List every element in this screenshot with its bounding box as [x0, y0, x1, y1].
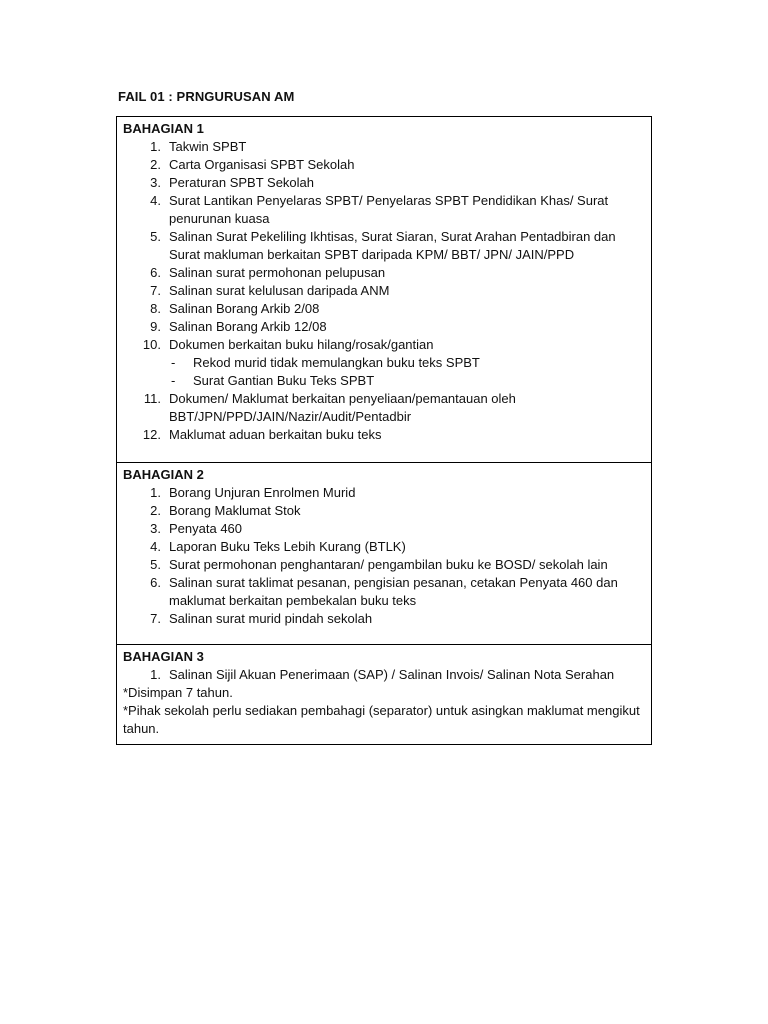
dash-bullet: - [171, 355, 176, 370]
item-number: 1. [150, 667, 161, 682]
item-text: Penyata 460 [169, 521, 243, 536]
item-list [123, 666, 645, 684]
item-number: 7. [150, 611, 161, 626]
item-text: Peraturan SPBT Sekolah [169, 175, 315, 190]
item-number: 4. [150, 193, 161, 208]
section-heading: BAHAGIAN 2 [123, 467, 204, 482]
retention-note: *Disimpan 7 tahun. [123, 685, 233, 700]
item-number: 5. [150, 229, 161, 244]
item-text: Salinan surat taklimat pesanan, pengisian pesanan, cetakan Penyata 460 dan maklumat berkaitan pembekalan buku teks [169, 575, 618, 608]
item-text: Salinan Borang Arkib 12/08 [169, 319, 327, 334]
dash-bullet: - [171, 373, 176, 388]
section-cell-2 [117, 463, 652, 645]
item-text: Surat permohonan penghantaran/ pengambilan buku ke BOSD/ sekolah lain [169, 557, 608, 572]
sections-table [116, 116, 652, 745]
list-item [123, 666, 645, 684]
item-number: 2. [150, 503, 161, 518]
list-item [123, 484, 645, 502]
item-text: Dokumen berkaitan buku hilang/rosak/gantian [169, 337, 434, 352]
item-text: Borang Unjuran Enrolmen Murid [169, 485, 356, 500]
list-item [123, 610, 645, 628]
sub-item-text: Surat Gantian Buku Teks SPBT [193, 373, 375, 388]
section-row-3 [117, 645, 652, 745]
section-row-1 [117, 117, 652, 463]
separator-note: *Pihak sekolah perlu sediakan pembahagi (separator) untuk asingkan maklumat mengikut tahun. [123, 703, 640, 736]
sub-list-item [169, 354, 645, 372]
list-item [123, 556, 645, 574]
item-number: 10. [142, 337, 161, 352]
item-number: 1. [150, 485, 161, 500]
section-row-2 [117, 463, 652, 645]
item-list [123, 138, 645, 444]
list-item [123, 390, 645, 426]
item-text: Surat Lantikan Penyelaras SPBT/ Penyelaras SPBT Pendidikan Khas/ Surat penurunan kuasa [169, 193, 609, 226]
item-number: 1. [150, 139, 161, 154]
item-number: 2. [150, 157, 161, 172]
item-number: 3. [150, 521, 161, 536]
item-text: Laporan Buku Teks Lebih Kurang (BTLK) [169, 539, 406, 554]
item-number: 9. [150, 319, 161, 334]
item-text: Salinan surat permohonan pelupusan [169, 265, 386, 280]
list-item [123, 318, 645, 336]
list-item [123, 336, 645, 390]
item-number: 4. [150, 539, 161, 554]
sub-list-item [169, 372, 645, 390]
list-item [123, 426, 645, 444]
item-list [123, 484, 645, 628]
item-text: Maklumat aduan berkaitan buku teks [169, 427, 382, 442]
list-item [123, 282, 645, 300]
list-item [123, 156, 645, 174]
item-number: 5. [150, 557, 161, 572]
item-number: 8. [150, 301, 161, 316]
item-number: 12. [142, 427, 161, 442]
sub-item-text: Rekod murid tidak memulangkan buku teks SPBT [193, 355, 480, 370]
item-text: Dokumen/ Maklumat berkaitan penyeliaan/pemantauan oleh BBT/JPN/PPD/JAIN/Nazir/Audit/Pentadbir [169, 391, 516, 424]
item-text: Salinan Surat Pekeliling Ikhtisas, Surat Siaran, Surat Arahan Pentadbiran dan Surat makluman berkaitan SPBT daripada KPM/ BBT/ JPN/ JAIN/PPD [169, 229, 616, 262]
list-item [123, 264, 645, 282]
section-heading: BAHAGIAN 3 [123, 649, 204, 664]
list-item [123, 538, 645, 556]
item-text: Salinan Sijil Akuan Penerimaan (SAP) / Salinan Invois/ Salinan Nota Serahan [169, 667, 615, 682]
item-number: 6. [150, 265, 161, 280]
list-item [123, 520, 645, 538]
section-cell-3 [117, 645, 652, 745]
item-text: Carta Organisasi SPBT Sekolah [169, 157, 355, 172]
sub-list [169, 354, 645, 390]
item-number: 3. [150, 175, 161, 190]
list-item [123, 138, 645, 156]
list-item [123, 574, 645, 610]
section-cell-1 [117, 117, 652, 463]
document-title: FAIL 01 : PRNGURUSAN AM [118, 89, 295, 104]
item-text: Borang Maklumat Stok [169, 503, 301, 518]
item-text: Takwin SPBT [169, 139, 247, 154]
item-number: 7. [150, 283, 161, 298]
item-text: Salinan surat kelulusan daripada ANM [169, 283, 390, 298]
item-number: 6. [150, 575, 161, 590]
section-heading: BAHAGIAN 1 [123, 121, 204, 136]
item-text: Salinan surat murid pindah sekolah [169, 611, 373, 626]
item-number: 11. [143, 391, 161, 406]
list-item [123, 174, 645, 192]
list-item [123, 502, 645, 520]
list-item [123, 192, 645, 228]
list-item [123, 228, 645, 264]
item-text: Salinan Borang Arkib 2/08 [169, 301, 320, 316]
list-item [123, 300, 645, 318]
